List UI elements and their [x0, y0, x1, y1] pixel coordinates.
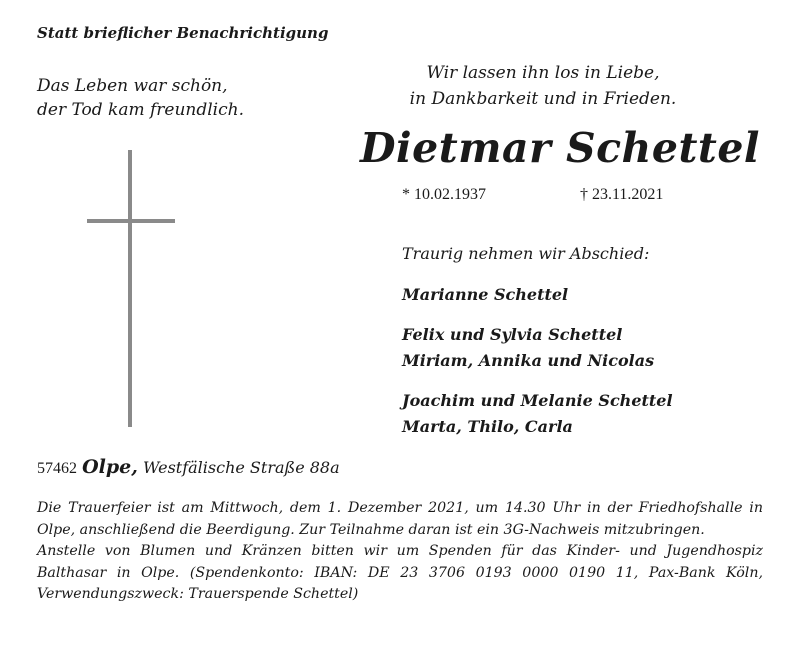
mourner-group [402, 388, 673, 440]
mourners-intro: Traurig nehmen wir Abschied: [402, 244, 650, 263]
birth-date: * 10.02.1937 [402, 186, 486, 203]
address-street: Westfälische Straße 88a [142, 458, 340, 477]
header-note: Statt brieflicher Benachrichtigung [37, 24, 329, 42]
notice-line: Olpe, anschließend die Beerdigung. Zur Teilnahme daran ist ein 3G-Nachweis mitzubringen. [37, 521, 705, 538]
notice-line: Balthasar in Olpe. (Spendenkonto: IBAN: DE 23 3706 0193 0000 0190 11, Pax-Bank Köln, [37, 564, 763, 581]
mourner-line: Marianne Schettel [402, 285, 569, 304]
left-poem-line: Das Leben war schön, [37, 76, 228, 96]
mourner-line: Marta, Thilo, Carla [402, 417, 573, 436]
death-date: † 23.11.2021 [580, 186, 664, 203]
right-poem-line: in Dankbarkeit und in Frieden. [409, 89, 677, 109]
right-poem-line: Wir lassen ihn los in Liebe, [426, 63, 660, 83]
address-zip: 57462 [37, 460, 77, 477]
mourner-group [402, 282, 568, 308]
address [37, 456, 340, 478]
deceased-name: Dietmar Schettel [360, 124, 760, 172]
notice-line: Die Trauerfeier ist am Mittwoch, dem 1. Dezember 2021, um 14.30 Uhr in der Friedhofshalle in [37, 500, 763, 516]
address-city: Olpe, [82, 456, 138, 478]
notice-line: Verwendungszweck: Trauerspende Schettel) [37, 586, 359, 602]
mourner-line: Felix und Sylvia Schettel [402, 325, 623, 344]
mourner-group [402, 322, 654, 374]
mourner-line: Miriam, Annika und Nicolas [402, 351, 655, 370]
left-poem-line: der Tod kam freundlich. [37, 100, 244, 120]
service-notice [37, 498, 763, 606]
mourner-line: Joachim und Melanie Schettel [402, 391, 673, 410]
notice-line: Anstelle von Blumen und Kränzen bitten wir um Spenden für das Kinder- und Jugendhospiz [37, 543, 763, 559]
